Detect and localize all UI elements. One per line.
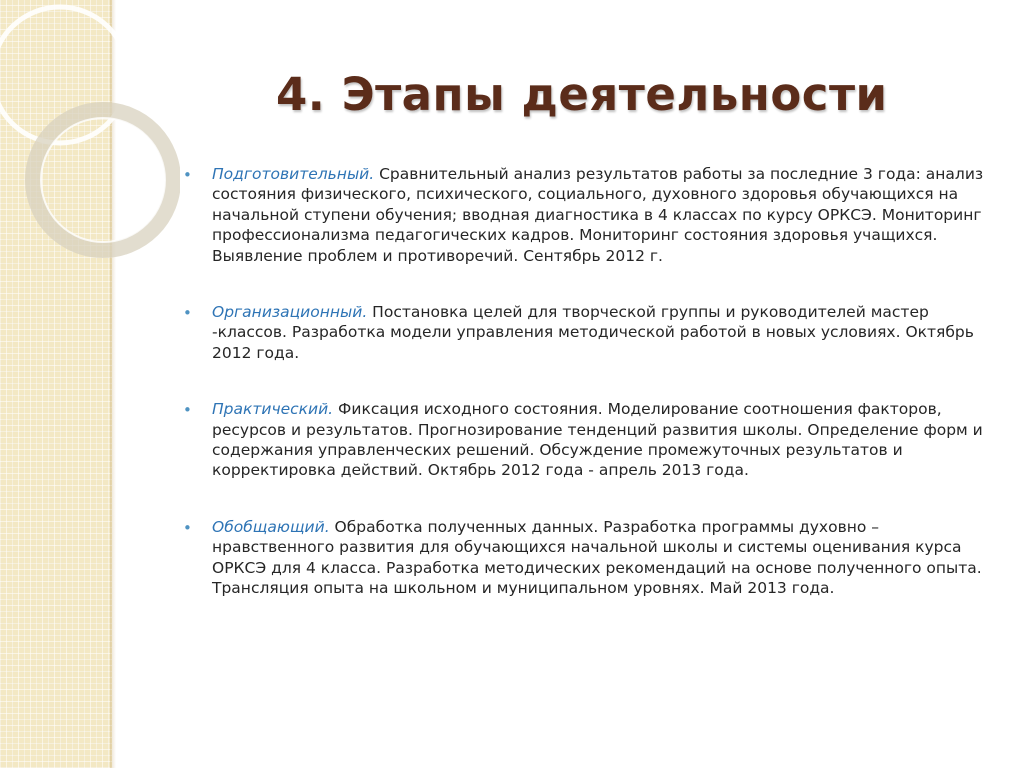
stage-description: Обработка полученных данных. Разработка программы духовно – нравственного развития для обучающихся начальной школы и системы оценивания курса ОРКСЭ для 4 класса. Разработка методических рекомендаций на основе полученного опыта. Трансляция опыта на школьном и муниципальном уровнях. Май 2013 года. [212, 517, 982, 598]
list-item-practical [183, 399, 993, 481]
bullet-dot-icon: • [183, 518, 192, 537]
stage-term: Обобщающий. [212, 517, 330, 536]
side-panel-edge [110, 0, 116, 768]
bullet-dot-icon: • [183, 401, 192, 420]
stage-description: Постановка целей для творческой группы и руководителей мастер -классов. Разработка модели управления методической работой в новых условиях. Октябрь 2012 года. [212, 303, 974, 362]
stage-term: Подготовительный. [212, 165, 375, 183]
stage-term: Практический. [212, 400, 334, 419]
stage-description: Сравнительный анализ результатов работы за последние 3 года: анализ состояния физического, психического, социального, духовного здоровья обучающихся на начальной ступени обучения; вводная диагностика в 4 классах по курсу ОРКСЭ. Мониторинг профессионализма педагогических кадров. Мониторинг состояния здоровья учащихся. Выявление проблем и противоречий. Сентябрь 2012 г. [212, 165, 984, 265]
stage-description: Фиксация исходного состояния. Моделирование соотношения факторов, ресурсов и результатов. Прогнозирование тенденций развития школы. Определение форм и содержания управленческих решений. Обсуждение промежуточных результатов и корректировка действий. Октябрь 2012 года - апрель 2013 года. [212, 400, 983, 480]
side-decor-panel [0, 0, 112, 768]
slide-title: 4. Этапы деятельности [276, 68, 888, 121]
list-item-generalizing [183, 517, 993, 599]
list-item-preparatory [183, 164, 993, 266]
list-item-organizational [183, 302, 993, 363]
bullet-list [183, 164, 993, 599]
bullet-dot-icon: • [183, 304, 192, 323]
stage-term: Организационный. [212, 303, 368, 322]
bullet-dot-icon: • [183, 166, 192, 184]
